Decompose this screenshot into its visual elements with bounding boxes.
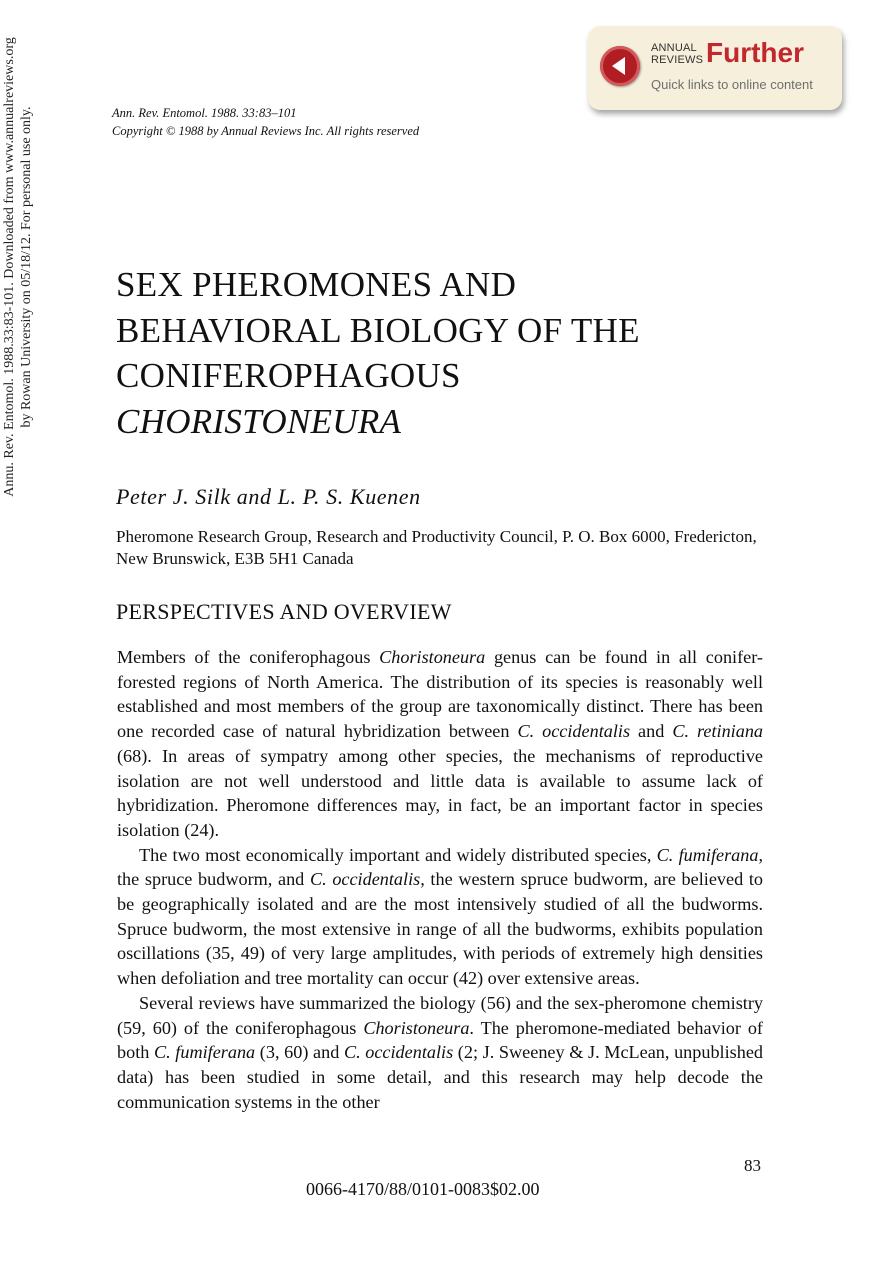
journal-citation: Ann. Rev. Entomol. 1988. 33:83–101	[112, 106, 297, 120]
play-left-icon[interactable]	[600, 46, 640, 86]
page-number: 83	[744, 1156, 761, 1175]
article-title	[116, 262, 640, 444]
paragraph: The two most economically important and widely distributed species, C. fumiferana, the spruce budworm, and C. occidentalis, the western spruce budworm, are believed to be geographically isolated and are the most intensively studied of all the budworms. Spruce budworm, the most extensive in range of all the budworms, exhibits population oscillations (35, 49) of very large amplitudes, with periods of extremely high densities when defoliation and tree mortality can occur (42) over extensive areas.	[117, 844, 763, 989]
copyright-line: Copyright © 1988 by Annual Reviews Inc. All rights reserved	[112, 124, 420, 138]
article-code: 0066-4170/88/0101-0083$02.00	[306, 1179, 540, 1199]
annual-reviews-label: ANNUAL REVIEWS	[651, 42, 704, 66]
paragraph: Several reviews have summarized the biology (56) and the sex-pheromone chemistry (59, 60) of the coniferophagous Choristoneura. The pheromone-mediated behavior of both C. fumiferana (3, 60) and C. occidentalis (2; J. Sweeney & J. McLean, unpublished data) has been studied in some detail, and this research may help decode the communication systems in the other	[117, 992, 764, 1112]
quick-links-label: Quick links to online content	[651, 77, 813, 92]
title-line: SEX PHEROMONES AND	[116, 265, 517, 304]
download-notice: Annu. Rev. Entomol. 1988.33:83-101. Downloaded from www.annualreviews.org by Rowan University on 05/18/12. For personal use only.	[2, 37, 34, 497]
title-line: BEHAVIORAL BIOLOGY OF THE	[116, 310, 640, 350]
further-word: Further	[706, 37, 804, 68]
section-heading: PERSPECTIVES AND OVERVIEW	[116, 599, 452, 624]
title-line: CHORISTONEURA	[116, 401, 402, 441]
citation-header	[112, 104, 419, 140]
affiliation: Pheromone Research Group, Research and Productivity Council, P. O. Box 6000, Fredericton, New Brunswick, E3B 5H1 Canada	[116, 527, 757, 568]
paragraph: Members of the coniferophagous Choristoneura genus can be found in all conifer-forested regions of North America. The distribution of its species is reasonably well established and most members of the group are taxonomically distinct. There has been one recorded case of natural hybridization between C. occidentalis and C. retiniana (68). In areas of sympatry among other species, the mechanisms of reproductive isolation are not well understood and little data is available to assume lack of hybridization. Pheromone differences may, in fact, be an important factor in species isolation (24).	[117, 647, 764, 840]
further-badge[interactable]	[588, 26, 842, 110]
title-line: CONIFEROPHAGOUS	[116, 356, 461, 395]
body-text	[117, 645, 763, 1114]
authors: Peter J. Silk and L. P. S. Kuenen	[116, 484, 421, 509]
